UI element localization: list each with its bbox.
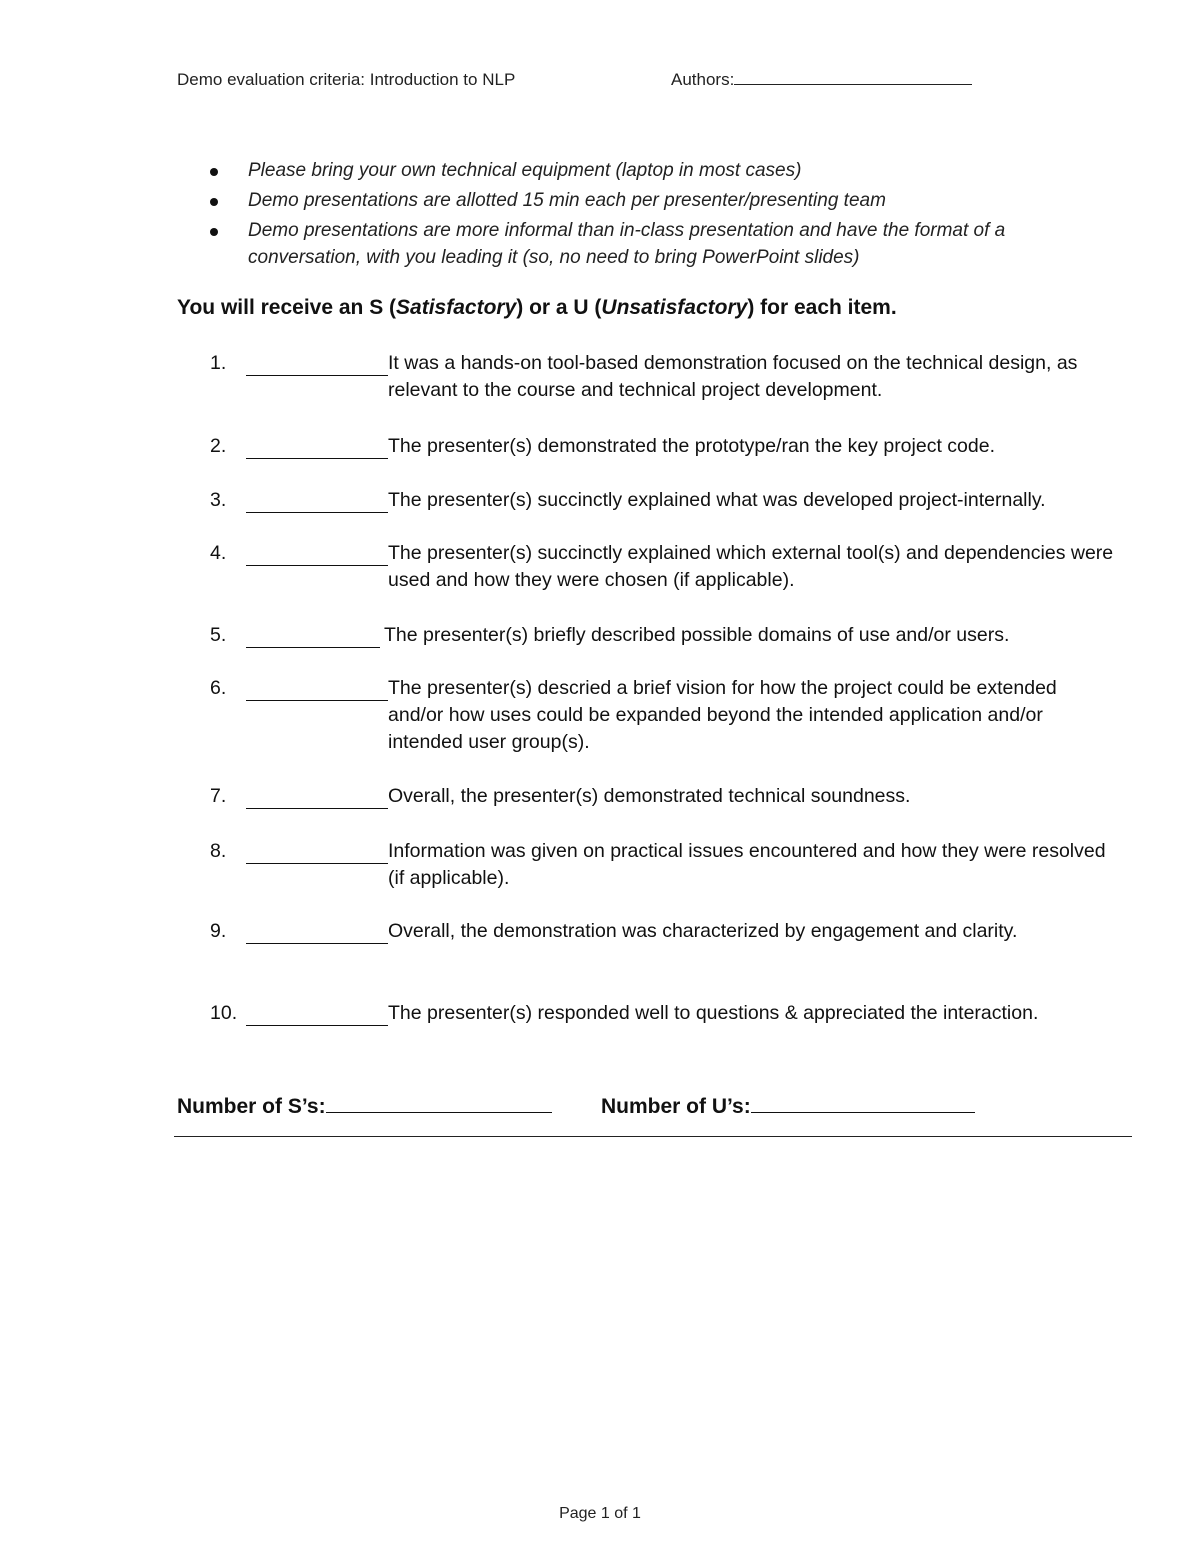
criterion-number: 2. — [210, 435, 227, 457]
criterion-number: 5. — [210, 624, 227, 646]
s-count-label: Number of S’s: — [177, 1095, 326, 1118]
criterion-text: The presenter(s) succinctly explained what was developed project-internally. — [388, 489, 1046, 511]
authors-blank[interactable] — [734, 70, 972, 85]
s-count-field — [177, 1092, 552, 1119]
criterion-text: The presenter(s) responded well to questions & appreciated the interaction. — [388, 1002, 1039, 1024]
grading-heading: You will receive an S (Satisfactory) or a U (Unsatisfactory) for each item. — [177, 296, 897, 319]
criterion-number: 7. — [210, 785, 227, 807]
s-count-blank[interactable] — [326, 1092, 552, 1113]
criterion-text: The presenter(s) demonstrated the prototype/ran the key project code. — [388, 435, 995, 457]
u-count-field — [601, 1092, 975, 1119]
grade-blank[interactable] — [246, 918, 388, 944]
criterion-number: 8. — [210, 840, 227, 862]
criterion-text: The presenter(s) descried a brief vision for how the project could be extended and/or how uses could be expanded beyond the intended application and/or intended user group(s). — [388, 677, 1057, 753]
criterion-number: 6. — [210, 677, 227, 699]
grade-blank[interactable] — [246, 487, 388, 513]
criterion-text: The presenter(s) briefly described possible domains of use and/or users. — [384, 624, 1010, 646]
criterion-text: Overall, the presenter(s) demonstrated technical soundness. — [388, 785, 911, 807]
grade-blank[interactable] — [246, 540, 388, 566]
criterion-number: 1. — [210, 352, 227, 374]
criterion-number: 9. — [210, 920, 227, 942]
page-footer: Page 1 of 1 — [559, 1505, 641, 1522]
authors-label: Authors: — [671, 70, 735, 89]
bullet-icon — [210, 228, 218, 236]
grade-blank[interactable] — [246, 675, 388, 701]
criterion-text: It was a hands-on tool-based demonstration focused on the technical design, as relevant to the course and technical project development. — [388, 352, 1078, 401]
bullet-icon — [210, 198, 218, 206]
criterion-number: 10. — [210, 1002, 238, 1024]
instruction-item: Please bring your own technical equipment (laptop in most cases) — [210, 157, 1090, 184]
criterion-number: 3. — [210, 489, 227, 511]
u-count-label: Number of U’s: — [601, 1095, 751, 1118]
grade-blank[interactable] — [246, 838, 388, 864]
bullet-icon — [210, 168, 218, 176]
criterion-text: The presenter(s) succinctly explained which external tool(s) and dependencies were used and how they were chosen (if applicable). — [388, 542, 1114, 591]
grade-blank[interactable] — [246, 783, 388, 809]
instruction-item: Demo presentations are more informal than in-class presentation and have the format of a conversation, with you leading it (so, no need to bring PowerPoint slides) — [210, 217, 1090, 271]
instruction-item: Demo presentations are allotted 15 min each per presenter/presenting team — [210, 187, 1090, 214]
grade-blank[interactable] — [246, 433, 388, 459]
grade-blank[interactable] — [246, 350, 388, 376]
document-title: Demo evaluation criteria: Introduction to NLP — [177, 70, 516, 89]
u-count-blank[interactable] — [751, 1092, 975, 1113]
authors-field — [671, 70, 972, 90]
criterion-text: Information was given on practical issues encountered and how they were resolved (if applicable). — [388, 840, 1106, 889]
grade-blank[interactable] — [246, 1000, 388, 1026]
horizontal-divider — [174, 1136, 1132, 1137]
grade-blank[interactable] — [246, 622, 380, 648]
criterion-text: Overall, the demonstration was characterized by engagement and clarity. — [388, 920, 1018, 942]
instructions-list — [210, 157, 1090, 274]
criterion-number: 4. — [210, 542, 227, 564]
